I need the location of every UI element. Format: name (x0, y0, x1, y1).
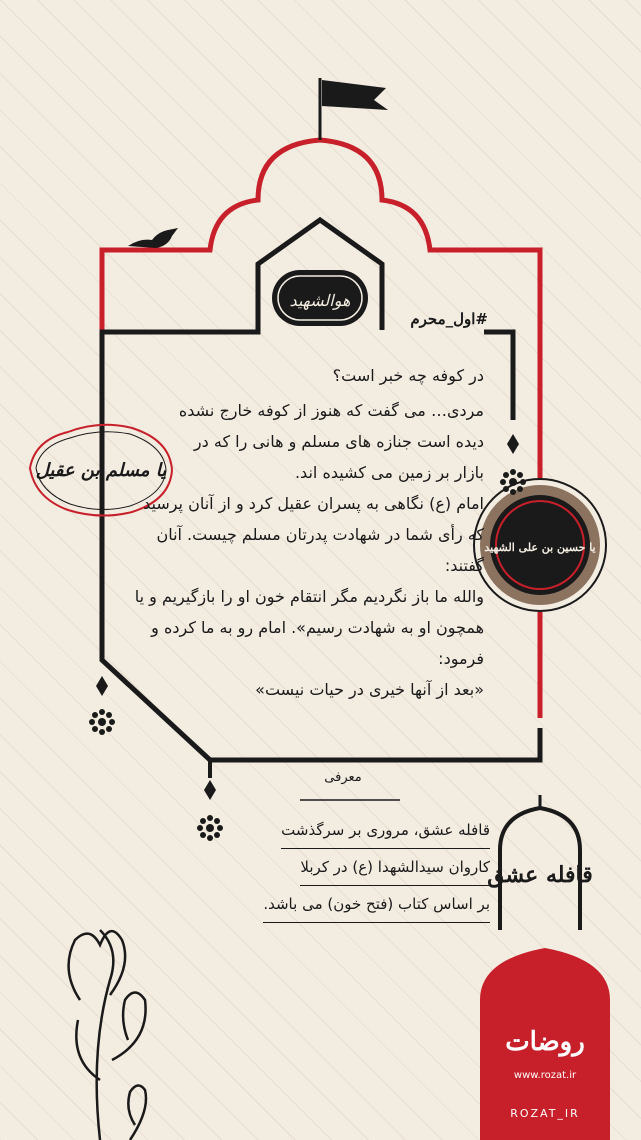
flag-icon (322, 80, 388, 110)
text-line-5: که رأی شما در شهادت پدرتان مسلم چیست. آنان گفتند: (156, 525, 484, 575)
text-line-1: مردی… می گفت که هنوز از کوفه خارج نشده (178, 401, 484, 420)
text-line-8: «بعد از آنها خیری در حیات نیست» (255, 680, 484, 699)
right-seal-text: یا حسین بن علی الشهید (484, 541, 596, 554)
left-calligraphy-text: یا مسلم بن عقیل (35, 460, 167, 481)
brand-label: ROZAT_IR (510, 1107, 580, 1120)
bird-icon (128, 228, 178, 248)
right-logo-text: قافله عشق (487, 862, 593, 888)
right-seal (474, 479, 606, 611)
question-line: در کوفه چه خبر است؟ (332, 366, 484, 385)
top-emblem (272, 270, 368, 326)
hashtag: #اول_محرم (410, 310, 488, 328)
ornament-left (89, 676, 115, 735)
text-line-4: امام (ع) نگاهی به پسران عقیل کرد و از آنان پرسید (143, 494, 484, 513)
ornament-lower (197, 760, 223, 841)
text-line-3: بازار بر زمین می کشیده اند. (294, 463, 484, 482)
text-line-7: همچون او به شهادت رسیم». امام رو به ما کرده و فرمود: (151, 618, 484, 668)
tulip-decoration (69, 930, 146, 1140)
brand-site-text: www.rozat.ir (513, 1070, 577, 1081)
top-emblem-text: هوالشهید (289, 291, 351, 310)
right-logo (487, 795, 593, 930)
intro-line-2: کاروان سیدالشهدا (ع) در کربلا (300, 849, 490, 886)
intro-line-3: بر اساس کتاب (فتح خون) می باشد. (263, 886, 490, 923)
intro-line-1: قافله عشق، مروری بر سرگذشت (281, 812, 490, 849)
intro-text (240, 812, 490, 923)
text-line-6: والله ما باز نگردیم مگر انتقام خون او را بازگیریم و یا (134, 587, 484, 606)
main-text (118, 360, 484, 705)
brand-logo-text: روضات (505, 1027, 585, 1057)
intro-label: معرفی (324, 770, 362, 785)
text-line-2: دیده است جنازه های مسلم و هانی را که در (193, 432, 484, 451)
